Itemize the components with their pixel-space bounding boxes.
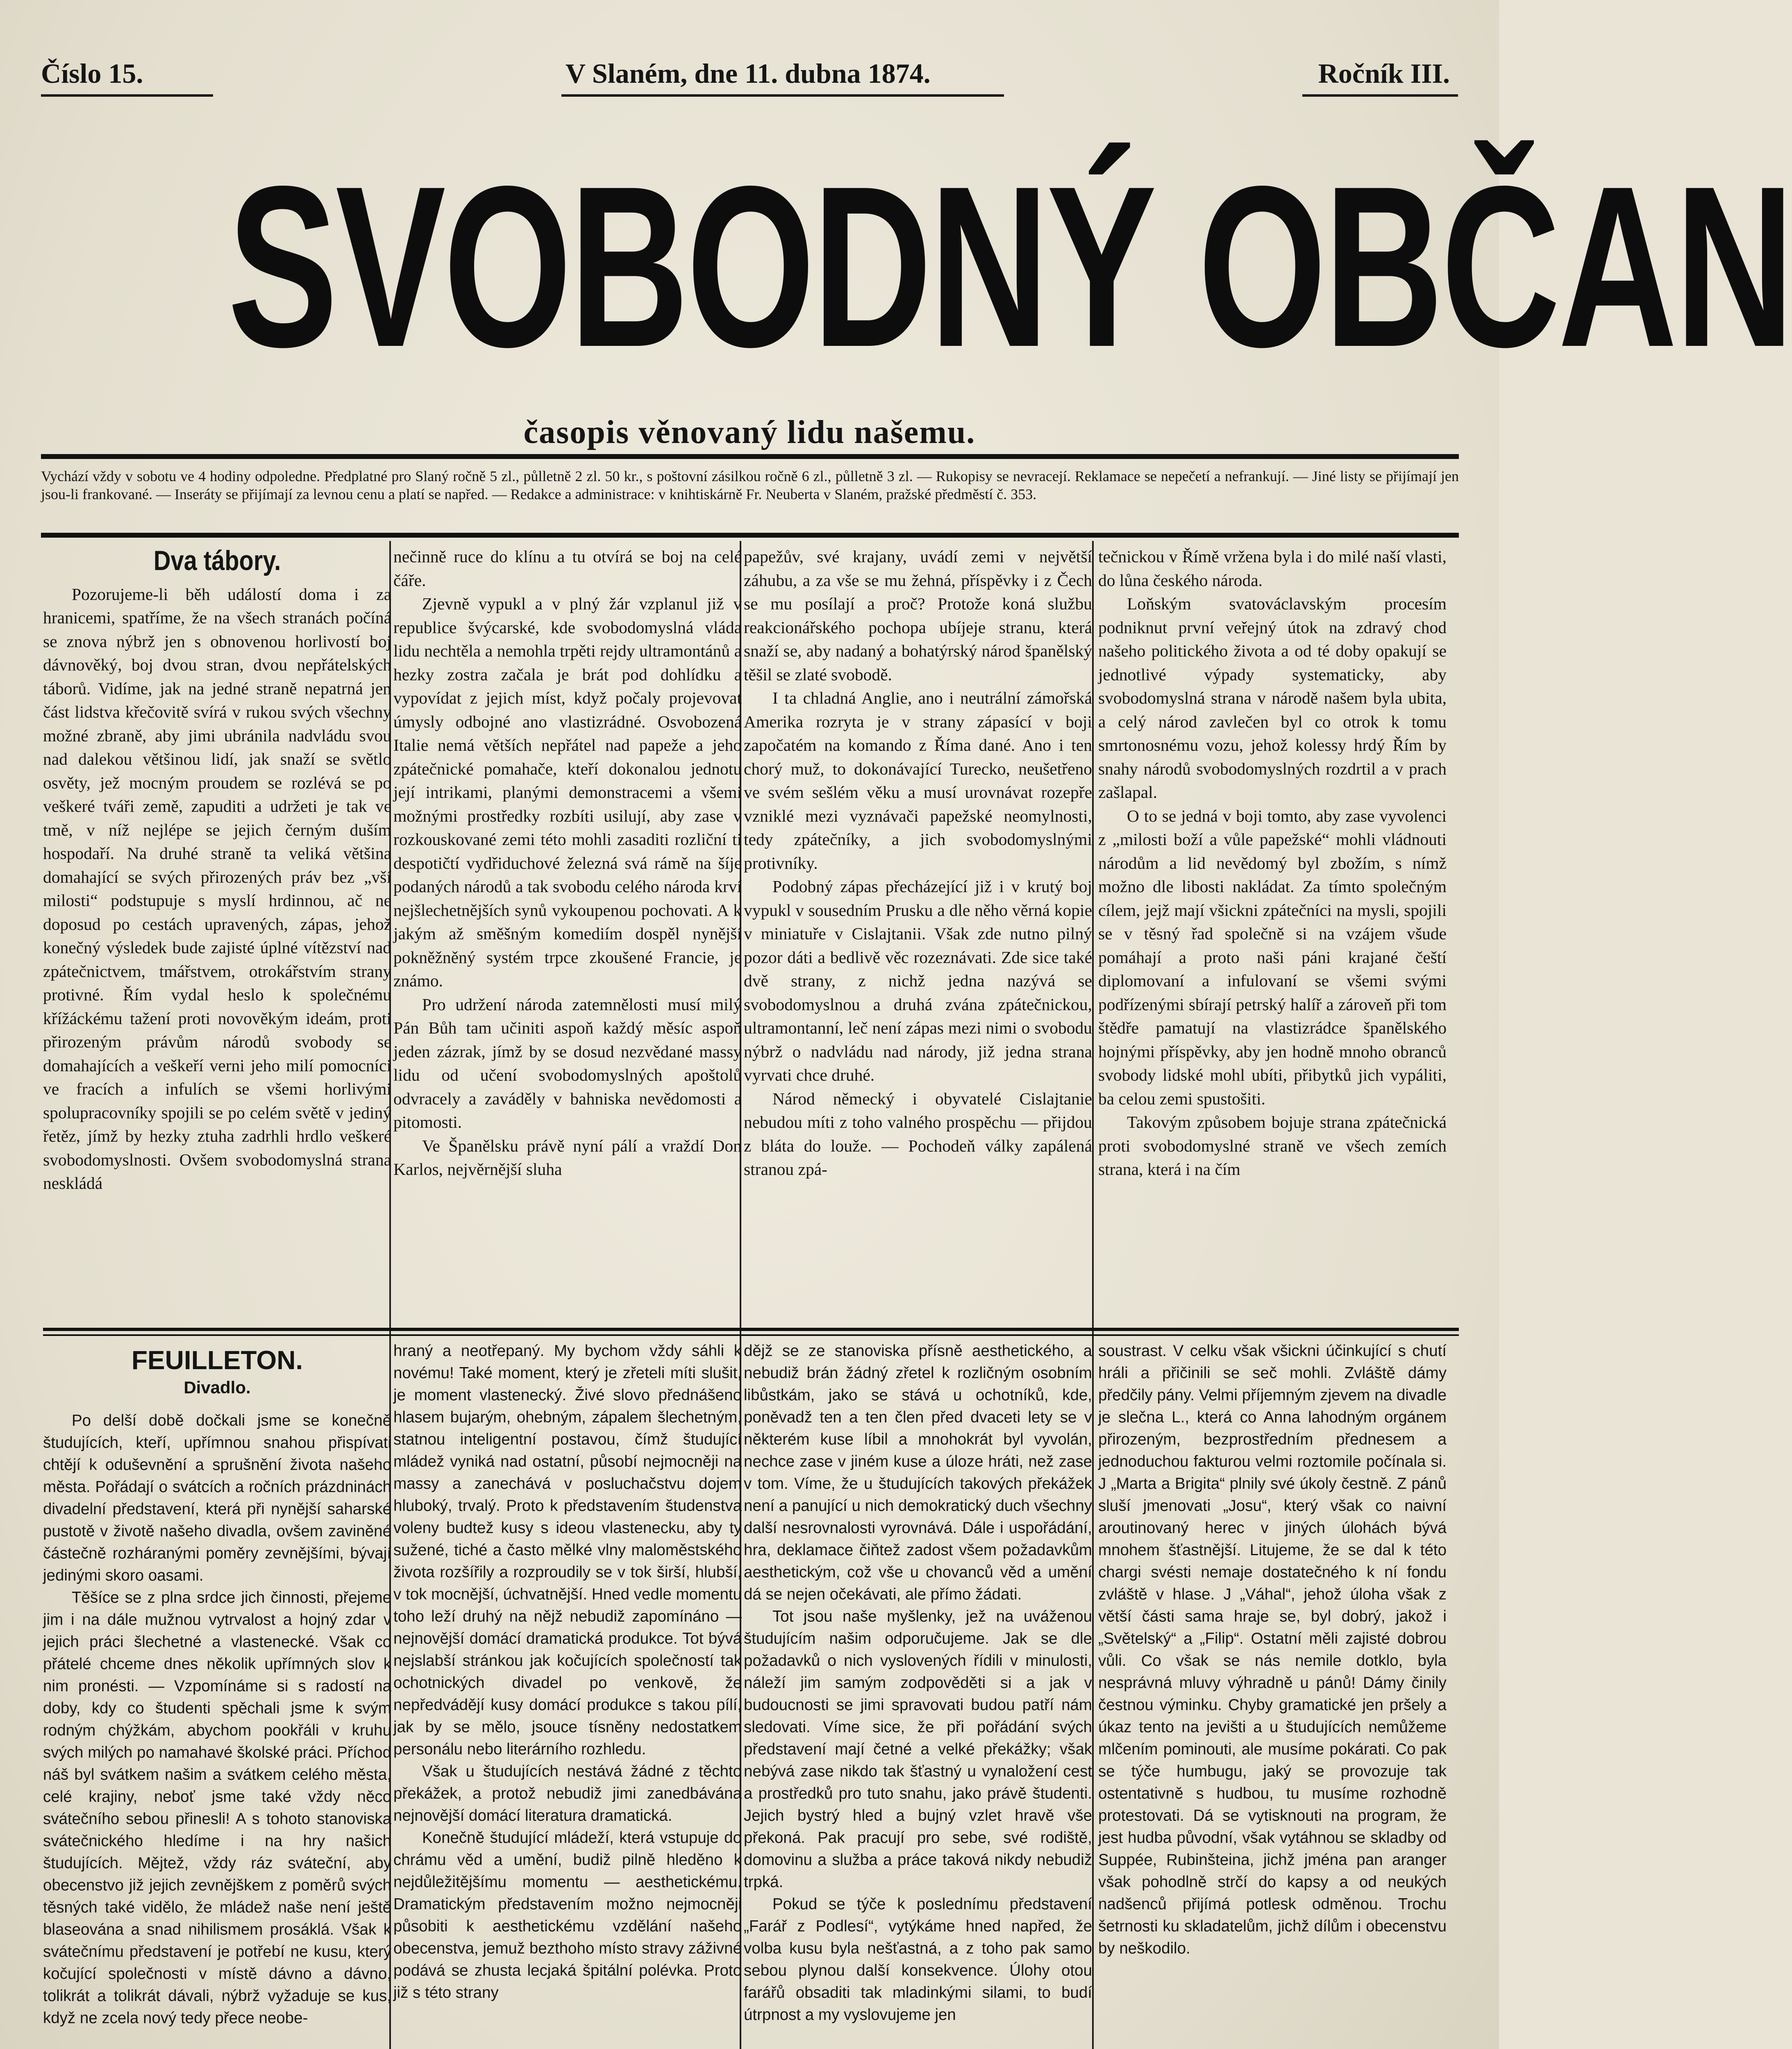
masthead-subtitle: časopis věnovaný lidu našemu. bbox=[523, 414, 976, 450]
feuilleton-column-1 bbox=[43, 1410, 391, 2049]
feuilleton-divider-bottom bbox=[43, 1334, 1459, 1336]
article-column-3 bbox=[744, 545, 1092, 1336]
article-column-1 bbox=[43, 545, 391, 1336]
article-paragraph: Ve Španělsku právě nyní pálí a vraždí Don Karlos, nejvěrnější sluha bbox=[393, 1136, 742, 1179]
feuilleton-subtitle: Divadlo. bbox=[184, 1378, 251, 1397]
volume-underline bbox=[1302, 94, 1458, 97]
subscription-notice: Vychází vždy v sobotu ve 4 hodiny odpoledne. Předplatné pro Slaný ročně 5 zl., půlletně 2 zl. 50 kr., s poštovní zásilkou ročně 6 zl., půlletně 3 zl. — Rukopisy se nevracejí. Reklamace se nepečetí a nefrankují. — Jiné listy se přijímají jen jsou-li frankované. — Inseráty se přijímají za levnou cenu a platí se napřed. — Redakce a administrace: v knihtiskárně Fr. Neuberta v Slaném, pražské předměstí č. 353. bbox=[41, 468, 1459, 502]
article-paragraph: Pozorujeme-li běh událostí doma i za hranicemi, spatříme, že na všech stranách počíná se znova nýbrž jen s obnovenou horlivostí boj dávnověký, boj dvou stran, dvou nepřátelských táborů. Vidíme, jak na jedné straně nepatrná jen část lidstva křečovitě svírá v rukou svých všechny možné zbraně, aby jimi ubránila nadvládu svou nad dalekou většinou lidí, jak snaží se světlo osvěty, jež mocným proudem se rozlévá se po veškeré tváři země, zapuditi a udržeti je tak ve tmě, v níž nejlépe se jejich černým duším hospodaří. Na druhé straně ta veliká většina domahající se svých přirozených práv bez „vší milosti“ podstupuje s myslí hrdinnou, ač ne doposud po cestách upravených, zápas, jehož konečný výsledek bude zajisté úplné vítězství nad zpátečnictvem, tmářstvem, otrokářstvím strany protivné. Řím vydal heslo k společnému křížáckému tažení proti novověkým ideám, proti přirozeným právům národů svobody se domahajících a veškeří verni jeho milí pomocníci ve fracích a infulích se všemi horlivými spolupracovníky spojili se po celém světě v jediný řetěz, jímž by hezky ztuha zadrhli hrdlo veškeré svobodomyslnosti. Ovšem svobodomyslná strana neskládá bbox=[43, 584, 391, 1193]
issue-meta-line bbox=[41, 53, 1458, 94]
feuilleton-column-2 bbox=[393, 1340, 742, 2049]
issue-date: V Slaném, dne 11. dubna 1874. bbox=[566, 58, 931, 89]
article-paragraph: Podobný zápas přecházející již i v krutý boj vypukl v sousedním Prusku a dle něho věrná kopie v miniatuře v Cislajtanii. Však zde nutno pilný pozor dáti a bedlivě věc rozeznávati. Zde sice také dvě strany, z nichž jedna nazývá se svobodomyslnou a druhá zvána zpátečnickou, ultramontanní, leč není zápas mezi nimi o svobodu nýbrž o nadvládu nad národy, již jedna strana vyrvati chce druhé. bbox=[744, 877, 1092, 1084]
feuilleton-heading bbox=[43, 1337, 391, 1401]
feuilleton-paragraph: Po delší době dočkali jsme se konečně študujících, kteří, upřímnou snahou přispívati chtějí k oduševnění a sprušnění života našeho města. Pořádají o svátcích a ročních prázdninách divadelní představení, která při nynější saharské pustotě v životě našeho divadla, ovšem zaviněné částečně rozháranými poměry zevnějšími, bývají jedinými skoro oasami. bbox=[43, 1412, 391, 1584]
feuilleton-paragraph: Pokud se týče k poslednímu představení „Farář z Podlesí“, vytýkáme hned napřed, že volba kusu byla nešťastná, a z toho pak samo sebou plynou další konsekvence. Úlohy otou farářů obsaditi tak mladinkými silami, to budí útrpnost a my vyslovujeme jen bbox=[744, 1895, 1092, 2024]
notice-rule bbox=[41, 533, 1459, 538]
article-paragraph: tečnickou v Římě vržena byla i do milé naší vlasti, do lůna českého národa. bbox=[1098, 547, 1447, 590]
article-column-2 bbox=[393, 545, 742, 1336]
volume-number: Ročník III. bbox=[1318, 58, 1450, 89]
article-paragraph: I ta chladná Anglie, ano i neutrální zámořská Amerika rozryta je v strany zápasící v boji započatém na komando z Říma dané. Ano i ten chorý muž, to dokonávající Turecko, neušetřeno ve svém sešlém věku a musí urovnávat rozepře vzniklé mezi vyznávači papežské neomylnosti, tedy zpátečníky, a jich svobodomyslnými protivníky. bbox=[744, 688, 1092, 872]
article-paragraph: papežův, své krajany, uvádí zemi v největší záhubu, a za vše se mu žehná, příspěvky i z Čech se mu posílají a proč? Protože koná službu reakcionářského pochopa ubíjeje stranu, která snaží se, aby nadaný a bohatýrský národ španělský těšil se zlaté svobodě. bbox=[744, 547, 1092, 684]
feuilleton-paragraph: soustrast. V celku však všickni účinkující s chutí hráli a přičinili se seč mohli. Zvláště dámy předčily pány. Velmi příjemným zjevem na divadle je slečna L., která co Anna lahodným orgánem přirozeným, bezprostředním přednesem a jednoduchou fakturou velmi roztomile počínala si. J „Marta a Brigita“ plnily své úkoly čestně. Z pánů sluší jmenovati „Josu“, který však co naivní aroutinovaný herec v jiných úlohách bývá mnohem šťastnější. Litujeme, že se dal k této chargi svésti nemaje dostatečného k ní fondu zvláště v hlase. J „Váhal“, jehož úloha však z větší části sama hraje se, byl dobrý, jakož i „Světelský“ a „Filip“. Ostatní měli zajisté dobrou vůli. Co však se nás nemile dotklo, byla nesprávná mluvy výhradně u pánů! Dámy činily čestnou výminku. Chyby gramatické jen pršely a úkaz tento na jevišti a u študujících nemůžeme mlčením pominouti, ale musíme pokárati. Co pak se týče humbugu, jaký se provozuje tak ostentativně s hudbou, tu musíme rozhodně protestovati. Dá se vytisknouti na program, že jest hudba původní, však vytáhnou se skladby od Suppée, Rubinšteina, jichž jména pan aranger však pohodlně strčí do kapsy a od neukých nadšenců přijímá potlesk odměnou. Trochu šetrnosti ku skladatelům, jichž dílům i obecenstvu by neškodilo. bbox=[1098, 1342, 1447, 1957]
article-paragraph: Národ německý i obyvatelé Cislajtanie nebudou míti z toho valného prospěchu — přijdou z bláta do louže. — Pochodeň války zapálená stranou zpá- bbox=[744, 1089, 1092, 1179]
feuilleton-column-3 bbox=[744, 1340, 1092, 2049]
article-paragraph: Loňským svatováclavským procesím podniknut první veřejný útok na zdravý chod našeho politického života a od té doby opakují se jednotlivé výpady systematicky, aby svobodomyslná strana v národě našem byla ubita, a celý národ zavlečen byl co otrok k tomu smrtonosnému vozu, jehož kolessy hrdý Řím by snahy národů svobodomyslných rozdrtil a v prach zašlapal. bbox=[1098, 594, 1447, 802]
issue-number: Číslo 15. bbox=[41, 58, 143, 89]
article-paragraph: Pro udržení národa zatemnělosti musí milý Pán Bůh tam učiniti aspoň každý měsíc aspoň jeden zázrak, jímž by se dosud nezvědané massy lidu od učení svobodomyslných apoštolů odvracely a zaváděly v bahniska nevědomosti a pitomosti. bbox=[393, 995, 742, 1131]
masthead-rule bbox=[41, 454, 1459, 459]
feuilleton-title: FEUILLETON. bbox=[131, 1345, 303, 1375]
issue-underline bbox=[41, 94, 213, 97]
feuilleton-paragraph: Konečně študující mládeží, která vstupuje do chrámu věd a umění, budiž pilně hleděno k nejdůležitějšímu momentu — aesthetickému. Dramatickým představením možno nejmocněji působiti k aesthetickému vzdělání našeho obecenstva, jemuž bezthoho místo stravy záživné podává se zhusta lecjaká špitální polévka. Proto již s této strany bbox=[393, 1829, 742, 2001]
article-paragraph: nečinně ruce do klínu a tu otvírá se boj na celé čáře. bbox=[393, 547, 742, 590]
date-underline bbox=[561, 94, 1004, 97]
article-paragraph: Zjevně vypukl a v plný žár vzplanul již v republice švýcarské, kde svobodomyslná vláda lidu nechtěla a nemohla trpěti rejdy ultramontánů a hezky zostra začala je brát pod dohlídku a vypovídat z jejich míst, když počaly projevovat úmysly odbojné ano vlastizrádné. Osvobozená Italie nemá větších nepřátel nad papeže a jeho zpátečnické pomahače, kteří dokonalou jednotu její intrikami, planými demonstracemi a všemi možnými prostředky rozbíti usilují, aby zase v rozkouskované zemi této mohli zasaditi rozliční ti despotičtí vydřiduchové železná svá rámě na šíje podaných národů a tak svobodu celého národa krví nejšlechetnějších synů vykoupenou pochovati. A k jakým až směšným komediím dospěl nynější pokněžněný systém trpce zkoušené Francie, je známo. bbox=[393, 594, 742, 990]
article-title: Dva tábory. bbox=[153, 545, 281, 576]
feuilleton-column-4 bbox=[1098, 1340, 1447, 2049]
feuilleton-paragraph: dějž se ze stanoviska přísně aesthetického, a nebudiž brán žádný zřetel k rozličným osobním libůstkám, jako se stává u ochotníků, kde, poněvadž ten a ten člen před dvaceti lety se v některém kuse líbil a mnohokrát byl vyvolán, nechce zase v jiném kuse a úloze hráti, než zase v tom. Víme, že u študujících takových překážek není a panující u nich demokratický duch všechny další nesrovnalosti vyrovnává. Dále i uspořádání, hra, deklamace čiňtež zadost všem požadavkům aesthetickým, což vše u chovanců věd a umění dá se nejen očekávati, ale přímo žádati. bbox=[744, 1342, 1092, 1603]
article-paragraph: O to se jedná v boji tomto, aby zase vyvolenci z „milosti boží a vůle papežské“ mohli vládnouti národům a lid nevědomý byl zbožím, s nímž možno dle libosti nakládat. Za tímto společným cílem, jejž mají všickni zpátečníci na mysli, spojili se v těsný řad společně si na vzájem všude pomáhají a proto naši páni krajané čeští diplomovaní a infulovaní se všemi svými podřízenými sbírají petrský halíř a zároveň při tom štědře pamatují na vlastizrádce španělského hojnými příspěvky, aby jen hodně mnoho obranců svobody lidské mohl ubíti, přibytků jich vypáliti, ba celou zemi spustošiti. bbox=[1098, 806, 1447, 1108]
feuilleton-divider-top bbox=[43, 1328, 1459, 1331]
article-paragraph: Takovým způsobem bojuje strana zpátečnická proti svobodomyslné straně ve všech zemích strana, která i na čím bbox=[1098, 1113, 1447, 1179]
feuilleton-paragraph: Těšíce se z plna srdce jich činnosti, přejeme jim i na dále mužnou vytrvalost a hojný zdar v jejich práci šlechetné a vlastenecké. Však co přátelé chceme dnes několik upřímných slov k nim pronésti. — Vzpomínáme si s radostí na doby, kdy co študenti spěchali jsme k svým rodným chýžkám, abychom pookřáli v kruhu svých milých po namahavé školské práci. Příchod náš byl svátkem našim a svátkem celého města, celé krajiny, neboť jsme také vždy něco svátečního sebou přinesli! A s tohoto stanoviska svátečnického hledíme i na hry našich študujících. Mějtež, vždy ráz sváteční, aby obecenstvo již jejich zevnějškem z poměrů svých těsných také vidělo, že mládež naše není ještě blaseována a snad nihilismem prosáklá. Však k svátečnímu představení je potřebí ne kusu, který kočující společnosti v místě dávno a dávno, tolikrát a tolikrát dávali, nýbrž vyžaduje se kus, když ne zcela nový tedy přece neobe- bbox=[43, 1589, 391, 2027]
column-rule-3 bbox=[1092, 541, 1094, 2049]
article-column-4 bbox=[1098, 545, 1447, 1336]
feuilleton-paragraph: Však u študujících nestává žádné z těchto překážek, a protož nebudiž jimi zanedbávána nejnovější domácí literatura dramatická. bbox=[393, 1763, 742, 1824]
masthead-title: SVOBODNÝ OBČAN bbox=[227, 138, 1792, 395]
feuilleton-paragraph: Tot jsou naše myšlenky, jež na uváženou študujícím našim odporučujeme. Jak se dle požadavků o nich vyslovených řídili v minulosti, náleží jim samým zodpověděti si a jak v budoucnosti se jimi spravovati budou patří nám sledovati. Víme sice, že při pořádání svých představení mají četné a velké překážky; však nebývá zase nikdo tak šťastný u vynaložení cest a prostředků pro tuto snahu, jako právě študenti. Jejich bystrý hled a bujný vzlet hravě vše překoná. Pak pracují pro sebe, své rodiště, domovinu a služba a práce taková nikdy nebudiž trpká. bbox=[744, 1608, 1092, 1891]
feuilleton-paragraph: hraný a neotřepaný. My bychom vždy sáhli k novému! Také moment, který je zřeteli míti slušit, je moment vlastenecký. Živé slovo přednášeno hlasem bujarým, ohebným, zápalem šlechetným, statnou inteligentní postavou, čímž študující mládež vyniká nad ostatní, působí nejmocněji na massy a zanechává v posluchačstvu dojem hluboký, trvalý. Proto k představením študenstva voleny budtež kusy s ideou vlastenecku, aby ty sužené, tiché a často mělké vlny maloměstského života rozšířily a rozproudily se v tok širší, hlubší, v tok mocnější, úchvatnější. Hned vedle momentu toho leží druhý na nějž nebudiž zapomínáno — nejnovější domácí dramatická produkce. Tot bývá nejslabší stránkou jak kočujících společností tak ochotnických divadel po venkově, že nepředvádějí kusy domácí produkce s takou pílí, jak by se mělo, jsouce tísněny nedostatkem personálu nebo literárního rozhledu. bbox=[393, 1342, 742, 1758]
